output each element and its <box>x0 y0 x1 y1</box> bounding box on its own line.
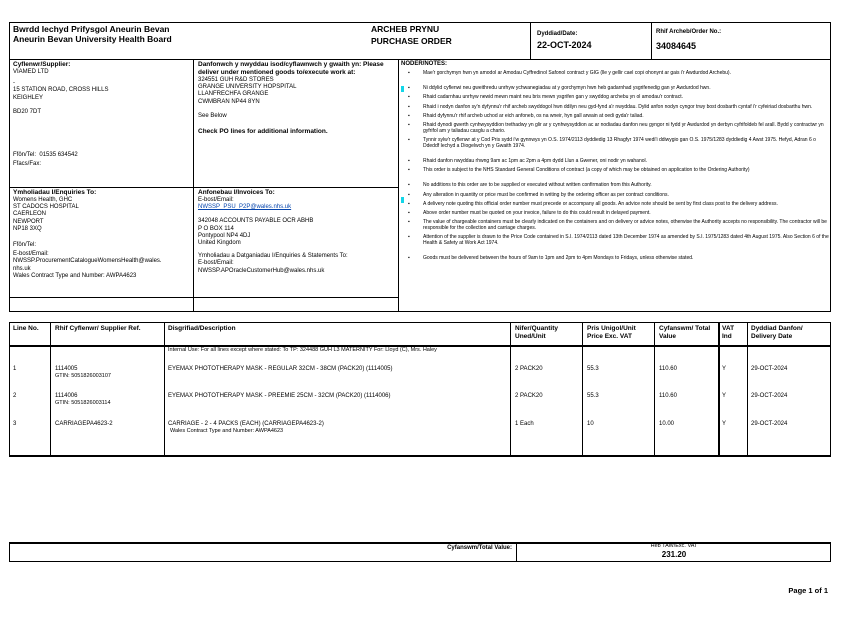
row-gtin: GTIN: 5051826003107 <box>55 373 111 379</box>
note-item: ▪ Attention of the supplier is drawn to the Price Code contained in S.I. 1974/2113 dated 13th December 1974 as amended by S.I. 1975/1283 dated 4th August 1975. Also Section 6 of the Health & Safety at Work Act 1974. <box>401 234 829 246</box>
row-quantity: 2 PACK20 <box>515 366 543 372</box>
supplier-label: Cyflenwr/Supplier: <box>13 61 71 68</box>
delivery-line2: GRANGE UNIVERSITY HOPSPITAL <box>198 84 297 91</box>
note-item: ▪ Rhaid danfon nwyddau rhwng 9am ac 1pm ac 2pm a 4pm dydd Llun a Gwener, oni nodir yn wahanol. <box>401 158 829 164</box>
row-date: 29-OCT-2024 <box>751 421 788 427</box>
enquiries-tel-label: Ffôn/Tel: <box>13 242 37 249</box>
notes-block <box>401 61 829 264</box>
row-unit-price: 55.3 <box>587 393 599 399</box>
enquiries-line2: ST CADOCS HOSPITAL <box>13 204 79 211</box>
col-header-unit-price: Pris Unigol/Unit Price Exc. VAT <box>587 325 636 340</box>
date-label: Dyddiad/Date: <box>537 31 578 37</box>
row-gtin: GTIN: 5051826003114 <box>55 400 111 406</box>
note-item: ▪ This order is subject to the NHS Standard General Conditions of contract (a copy of which may be obtained on application to the Ordering Authority) <box>401 167 829 173</box>
totals-excl-vat-label: Heb TAW/Exc. VAT <box>650 543 698 549</box>
col-divider <box>718 323 720 456</box>
divider <box>10 187 398 188</box>
highlight-marker <box>401 86 404 92</box>
col-header-vat: VAT Ind <box>722 325 735 340</box>
row-ref: CARRIAGEPA4623-2 <box>55 421 113 427</box>
row-description: EYEMAX PHOTOTHERAPY MASK - PREEMIE 25CM - 32CM (PACK20) (1114006) <box>168 393 391 399</box>
org-name-welsh: Bwrdd Iechyd Prifysgol Aneurin Bevan <box>13 24 170 34</box>
invoices-line1: 342048 ACCOUNTS PAYABLE OCR ABHB <box>198 218 314 225</box>
statements-email-label: E-bost/Email: <box>198 260 234 267</box>
note-item: ▪ Tynnir sylw'r cyflenwr at y Cod Pris sydd i'w gynnwys yn O.S. 1974/2113 dyddiedig 13 Rhagfyr 1974 wedi'i ddiwygio gan O.S. 1975/1283 dyddiedig 4 Awst 1975. Hefyd, Adran 6 o Ddeddf Iechyd a Diogelwch yn y Gwaith 1974. <box>401 137 829 149</box>
divider <box>530 22 531 59</box>
note-item: ▪ Rhaid dyfynnu'r rhif archeb uchod ar eich anfoneb, os na wneir, hyn gall arwain at oedi gyda'r taliad. <box>401 113 829 119</box>
supplier-address1: 15 STATION ROAD, CROSS HILLS <box>13 87 109 94</box>
col-header-quantity: Nifer/Quantity Uned/Unit <box>515 325 558 340</box>
row-vat: Y <box>722 421 727 427</box>
row-ref: 1114005 <box>55 366 78 372</box>
order-no-label: Rhif Archeb/Order No.: <box>656 29 722 35</box>
row-total: 110.60 <box>659 393 677 399</box>
enquiries-contract: Wales Contract Type and Number: AWPA4623 <box>13 272 137 279</box>
delivery-line3: LLANFRECHFA GRANGE <box>198 91 269 98</box>
row-quantity: 1 Each <box>515 421 534 427</box>
note-item: ▪ A delivery note quoting this official order number must precede or accompany all goods. An advice note should be sent by first class post to the delivery address. <box>401 201 829 207</box>
enquiries-email-label: E-bost/Email: <box>13 251 49 258</box>
note-item: ▪ Ni ddylid cyflenwi neu gweithredu unrhyw ychwanegiadau at y gorchymyn hwn heb gadarnhad ysgrifenedig gan yr Awdurdod hwn. <box>401 85 829 91</box>
enquiries-line4: NEWPORT <box>13 218 44 225</box>
col-divider <box>510 323 511 456</box>
enquiries-line1: Womens Health, GHC <box>13 197 73 203</box>
lines-table <box>9 322 831 457</box>
row-vat: Y <box>722 366 727 372</box>
invoices-line4: United Kingdom <box>198 240 241 247</box>
delivery-check-lines: Check PO lines for additional information. <box>198 128 328 136</box>
page-number: Page 1 of 1 <box>788 586 828 595</box>
invoices-block <box>198 189 394 275</box>
highlight-marker <box>401 197 404 203</box>
supplier-tel-value: 01535 634542 <box>39 152 78 159</box>
invoices-email-link[interactable]: NWSSP_PSU_P2P@wales.nhs.uk <box>198 204 292 211</box>
date-value: 22-OCT-2024 <box>537 40 592 50</box>
enquiries-line3: CAERLEON <box>13 211 47 218</box>
note-item: ▪ Above order number must be quoted on your invoice, failure to do this could result in delayed payment. <box>401 210 829 216</box>
row-date: 29-OCT-2024 <box>751 393 788 399</box>
row-vat: Y <box>722 393 727 399</box>
invoices-email-label: E-bost/Email: <box>198 197 234 203</box>
invoices-label: Anfonebau I/Invoices To: <box>198 189 275 196</box>
row-line-no: 1 <box>13 366 17 372</box>
col-divider <box>654 323 655 456</box>
col-divider <box>582 323 583 456</box>
delivery-line1: 324551 GUH R&D STORES <box>198 77 274 83</box>
internal-use-note: Internal Use: For all lines except where stated: To TP: 324488 GUH L3 MATERNITY For: Lloyd (C), Mrs. Haley <box>168 347 437 353</box>
totals-label: Cyfanswm/Total Value: <box>447 545 512 551</box>
col-divider <box>164 323 165 456</box>
note-item: ▪ Goods must be delivered between the hours of 9am to 1pm and 2pm to 4pm Mondays to Fridays, unless otherwise stated. <box>401 255 829 261</box>
divider <box>398 60 399 311</box>
note-item: ▪ The value of chargeable containers must be clearly indicated on the containers and on delivery or advice notes, otherwise the Authority accepts no responsibility. The contractor will be responsible for the collection and carriage charges. <box>401 219 829 231</box>
note-item: ▪ Mae'r gorchymyn hwn yn amodol ar Amodau Cyffredinol Safonol contract y GIG (lle y gellir cael copi ohonynt ar gais i'r Awdurdod Archebu). <box>401 70 829 76</box>
supplier-dash: - <box>13 80 15 87</box>
col-divider <box>50 323 51 456</box>
col-header-delivery-date: Dyddiad Danfon/ Delivery Date <box>751 325 803 340</box>
doc-title-english: PURCHASE ORDER <box>371 36 452 46</box>
note-item: ▪ Rhaid i nodyn danfon sy'n dyfynnu'r rhif archeb swyddogol hwn ddilyn neu gyd-fynd a'r nwyddau. Dylid anfon nodyn cyngor trwy bost dosbarth cyntaf i'r cyfeiriad dosbarthu hwn. <box>401 104 829 110</box>
row-total: 10.00 <box>659 421 675 427</box>
supplier-tel <box>13 152 191 159</box>
statements-email-value[interactable]: NWSSP.APOracleCustomerHub@wales.nhs.uk <box>198 267 325 274</box>
supplier-address2: KEIGHLEY <box>13 94 44 101</box>
divider <box>651 22 652 59</box>
notes-list <box>401 70 829 261</box>
row-line-no: 2 <box>13 393 17 399</box>
col-header-supplier-ref: Rhif Cyflenwr/ Supplier Ref. <box>55 325 141 332</box>
totals-value: 231.20 <box>661 550 687 559</box>
note-item: ▪ Rhaid dynodi gwerth cynhwysyddion trethadwy yn glir ar y cynhwysyddion ac ar nodiadau danfon neu gyngor ni fydd yr Awdurdod yn derbyn cyfrifoldeb fel arall. Bydd y contractwr yn gyfrifol am y taliadau casglu a chario. <box>401 122 829 134</box>
row-extra: Wales Contract Type and Number: AWPA4623 <box>170 428 284 434</box>
row-unit-price: 10 <box>587 421 594 427</box>
supplier-fax-label: Ffacs/Fax: <box>13 161 42 168</box>
delivery-block <box>198 61 394 136</box>
note-item: ▪ Rhaid cadarnhau unrhyw newid mewn maint neu bris mewn ysgrifen gan y swyddog archebu yn ol amodau'r contract. <box>401 94 829 100</box>
supplier-postcode: BD20 7DT <box>13 108 42 115</box>
divider <box>10 297 398 298</box>
enquiries-block <box>13 189 191 280</box>
divider <box>193 60 194 311</box>
invoices-line3: Pontypool NP4 4DJ <box>198 232 251 239</box>
supplier-name: VIAMED LTD <box>13 69 49 75</box>
col-header-line-no: Line No. <box>13 325 39 332</box>
delivery-label: Danfonwch y nwyddau isod/cyflawnwch y gwaith yn: Please deliver under mentioned goods to/execute work at: <box>198 61 384 76</box>
col-header-description: Disgrifiad/Description <box>168 325 236 332</box>
enquiries-label: Ymholiadau I/Enquiries To: <box>13 189 97 196</box>
org-name-english: Aneurin Bevan University Health Board <box>13 34 172 44</box>
row-unit-price: 55.3 <box>587 366 599 372</box>
order-no-value: 34084645 <box>656 41 697 51</box>
enquiries-line5: NP18 3XQ <box>13 225 42 232</box>
doc-title-welsh: ARCHEB PRYNU <box>371 24 440 34</box>
statements-label: Ymholiadau a Datganiadau I/Enquiries & Statements To: <box>198 253 348 260</box>
note-item: ▪ No additions to this order are to be supplied or executed without written confirmation from this Authority. <box>401 182 829 188</box>
supplier-tel-label: Ffôn/Tel: <box>13 152 37 159</box>
notes-label: NODER/NOTES: <box>401 61 448 67</box>
row-ref: 1114006 <box>55 393 78 399</box>
col-divider <box>747 323 748 456</box>
note-item: ▪ Any alteration in quantity or price must be confirmed in writing by the ordering officer as per contract conditions. <box>401 192 829 198</box>
row-line-no: 3 <box>13 421 17 427</box>
enquiries-email-value[interactable]: NWSSP.ProcurementCatalogueWomensHealth@wales.nhs.uk <box>13 258 162 272</box>
row-total: 110.60 <box>659 366 677 372</box>
supplier-block <box>13 61 191 168</box>
row-description: CARRIAGE - 2 - 4 PACKS (EACH) (CARRIAGEPA4623-2) <box>168 421 324 427</box>
invoices-line2: P O BOX 114 <box>198 225 234 232</box>
col-header-total-value: Cyfanswm/ Total Value <box>659 325 711 340</box>
delivery-see-below: See Below <box>198 112 227 119</box>
delivery-line4: CWMBRAN NP44 8YN <box>198 98 260 105</box>
row-quantity: 2 PACK20 <box>515 393 543 399</box>
row-date: 29-OCT-2024 <box>751 366 788 372</box>
row-description: EYEMAX PHOTOTHERAPY MASK - REGULAR 32CM - 38CM (PACK20) (1114005) <box>168 366 393 372</box>
